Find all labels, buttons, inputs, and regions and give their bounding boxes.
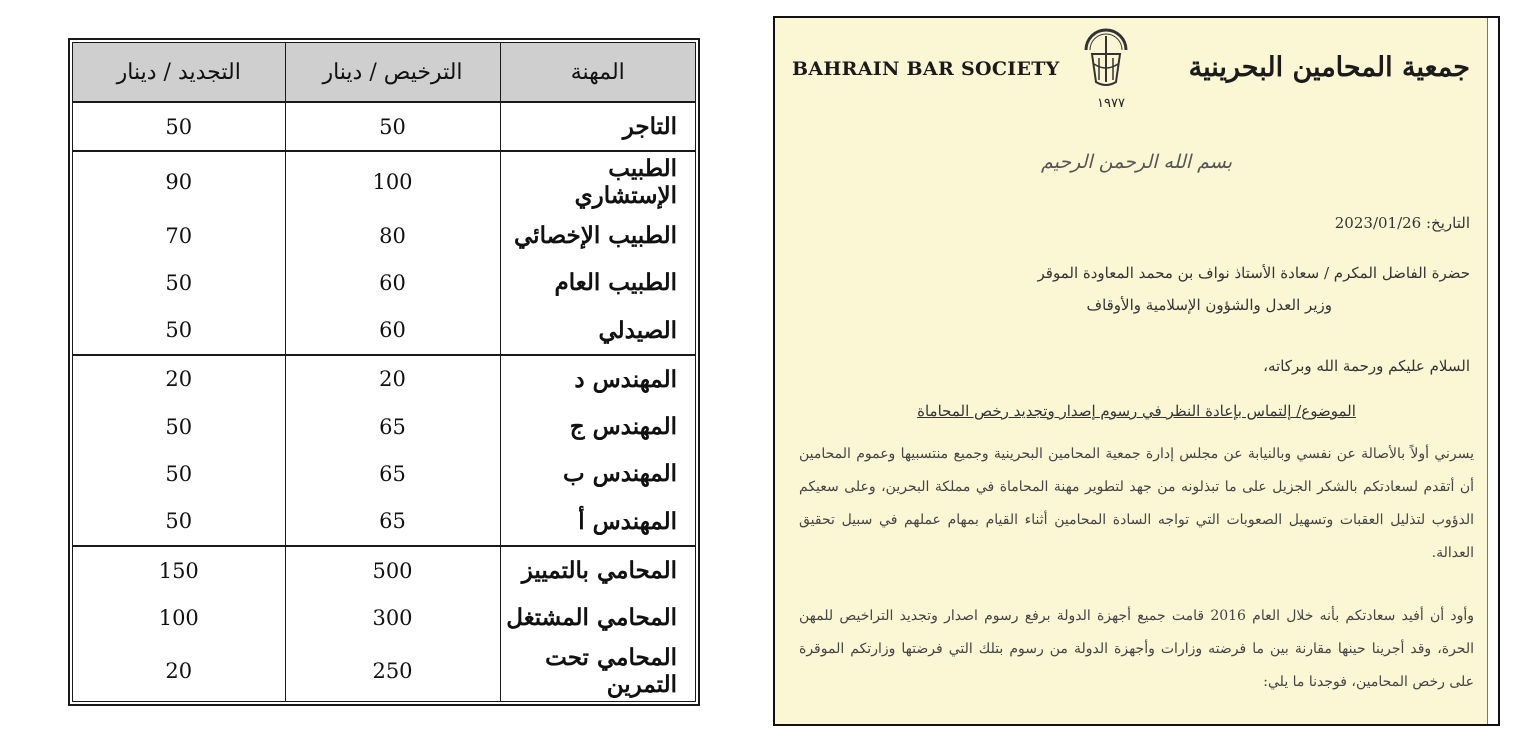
row-license: 500 <box>285 546 500 594</box>
header-license: الترخيص / دينار <box>285 43 500 102</box>
row-job: المهندس أ <box>500 498 695 546</box>
table-row <box>73 151 695 211</box>
address-line-2: وزير العدل والشؤون الإسلامية والأوقاف <box>1086 296 1332 314</box>
row-renewal: 50 <box>165 114 193 139</box>
fee-table <box>68 38 700 706</box>
row-renewal: 50 <box>165 509 193 534</box>
row-job: الطبيب الإستشاري <box>500 151 695 211</box>
address-line-1: حضرة الفاضل المكرم / سعادة الأستاذ نواف بن محمد المعاودة الموقر <box>1037 264 1470 282</box>
row-license: 250 <box>285 642 500 701</box>
fees-grid <box>73 43 695 701</box>
table-row <box>73 403 695 450</box>
row-license: 65 <box>285 498 500 546</box>
row-renewal: 50 <box>165 414 193 439</box>
row-job: المحامي تحت التمرين <box>500 642 695 701</box>
row-renewal: 50 <box>165 270 193 295</box>
table-row <box>73 450 695 497</box>
greeting: السلام عليكم ورحمة الله وبركاته، <box>1263 357 1470 375</box>
table-header-row <box>73 43 695 102</box>
row-job: المحامي بالتمييز <box>500 546 695 594</box>
row-license: 60 <box>285 306 500 354</box>
row-license: 80 <box>285 212 500 259</box>
row-job: المهندس ج <box>500 403 695 450</box>
emblem-year: ١٩٧٧ <box>1097 96 1125 111</box>
table-row <box>73 212 695 259</box>
row-renewal: 50 <box>165 318 193 343</box>
row-renewal: 50 <box>165 461 193 486</box>
letter-subject: الموضوع/ إلتماس بإعادة النظر في رسوم إصدار وتجديد رخص المحاماة <box>917 402 1356 420</box>
row-job: المهندس د <box>500 355 695 403</box>
row-license: 60 <box>285 259 500 306</box>
row-license: 20 <box>285 355 500 403</box>
row-job: التاجر <box>500 102 695 151</box>
row-renewal: 70 <box>165 223 193 248</box>
row-job: الطبيب العام <box>500 259 695 306</box>
table-row <box>73 642 695 701</box>
table-row <box>73 594 695 641</box>
row-renewal: 20 <box>73 355 285 403</box>
table-row <box>73 259 695 306</box>
paragraph-1: يسرني أولاً بالأصالة عن نفسي وبالنيابة عن مجلس إدارة جمعية المحامين البحرينية وجميع منتسبيها وعموم المحامين أن أتقدم لسعادتكم بالشكر الجزيل على ما تبذلونه من جهد لتطوير مهنة المحاماة في مملكة البحرين، وعلى سعيكم الدؤوب لتذليل العقبات وتسهيل الصعوبات التي تواجه السادة المحامين أثناء القيام بمهام عملهم في سبيل تحقيق العدالة. <box>799 446 1475 561</box>
row-license: 300 <box>285 594 500 641</box>
page-edge <box>1487 18 1498 724</box>
row-renewal: 20 <box>165 659 193 684</box>
bar-society-emblem-icon <box>1080 28 1132 92</box>
header-renewal: التجديد / دينار <box>73 43 285 102</box>
table-row <box>73 546 695 594</box>
row-license: 100 <box>285 151 500 211</box>
table-row <box>73 355 695 403</box>
table-row <box>73 498 695 546</box>
row-job: الصيدلي <box>500 306 695 354</box>
header-job: المهنة <box>500 43 695 102</box>
table-row <box>73 102 695 151</box>
org-name-arabic: جمعية المحامين البحرينية <box>1188 52 1470 83</box>
fee-table-frame <box>72 42 696 702</box>
row-job: المهندس ب <box>500 450 695 497</box>
basmala: بسم الله الرحمن الرحيم <box>1041 151 1232 173</box>
row-license: 65 <box>285 403 500 450</box>
row-renewal: 90 <box>73 151 285 211</box>
row-renewal: 100 <box>158 605 199 630</box>
table-row <box>73 306 695 354</box>
paragraph-2: وأود أن أفيد سعادتكم بأنه خلال العام 2016 قامت جميع أجهزة الدولة برفع رسوم اصدار وتجديد التراخيص للمهن الحرة، وقد أجرينا حينها مقارنة بين ما فرضته وزارات وأجهزة الدولة من رسوم بتلك التي فرضتها وزارتكم الموقرة على رخص المحامين، فوجدنا ما يلي: <box>799 608 1475 690</box>
row-license: 50 <box>285 102 500 151</box>
letter-date: التاريخ: 2023/01/26 <box>1334 214 1470 232</box>
letter-document <box>773 16 1500 726</box>
org-name-english: BAHRAIN BAR SOCIETY <box>792 58 1060 80</box>
row-renewal: 150 <box>73 546 285 594</box>
row-license: 65 <box>285 450 500 497</box>
row-job: الطبيب الإخصائي <box>500 212 695 259</box>
row-job: المحامي المشتغل <box>500 594 695 641</box>
